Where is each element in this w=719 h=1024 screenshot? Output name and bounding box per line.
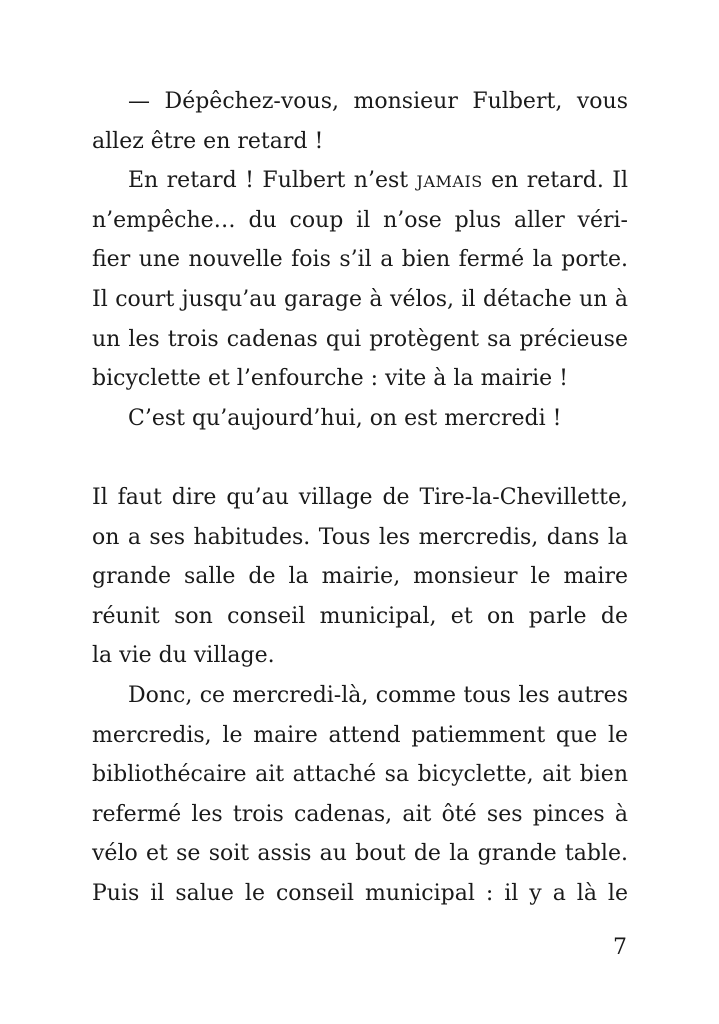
- text-segment: en retard. Il: [482, 168, 628, 194]
- text-line: fier une nouvelle fois s’il a bien fermé la porte.: [92, 247, 628, 273]
- section-break: [92, 438, 628, 478]
- paragraph: [92, 82, 628, 161]
- text-segment: En retard ! Fulbert n’est: [128, 168, 417, 194]
- text-line: n’empêche… du coup il n’ose plus aller véri-: [92, 207, 628, 233]
- text-line: refermé les trois cadenas, ait ôté ses pinces à: [92, 801, 628, 827]
- paragraph: [92, 399, 628, 439]
- text-line: Il court jusqu’au garage à vélos, il détache un à: [92, 286, 628, 312]
- text-line: la vie du village.: [92, 643, 275, 669]
- paragraph: [92, 161, 628, 399]
- text-line: Puis il salue le conseil municipal : il y a là le: [92, 880, 628, 906]
- text-line: grande salle de la mairie, monsieur le maire: [92, 564, 628, 590]
- text-line: réunit son conseil municipal, et on parle de: [92, 603, 628, 629]
- text-line: bibliothécaire ait attaché sa bicyclette, ait bien: [92, 762, 628, 788]
- text-line: bicyclette et l’enfourche : vite à la mairie !: [92, 366, 568, 392]
- text-line: [92, 161, 628, 201]
- text-line: on a ses habitudes. Tous les mercredis, dans la: [92, 524, 628, 550]
- text-line: — Dépêchez-vous, monsieur Fulbert, vous: [128, 89, 628, 114]
- text-line: un les trois cadenas qui protègent sa précieuse: [92, 326, 628, 352]
- paragraph: [92, 478, 628, 676]
- book-page-text: [92, 82, 628, 913]
- text-line: vélo et se soit assis au bout de la grande table.: [92, 841, 628, 867]
- paragraph: [92, 676, 628, 914]
- text-line: Donc, ce mercredi-là, comme tous les autres: [128, 682, 628, 708]
- text-line: mercredis, le maire attend patiemment que le: [92, 722, 628, 748]
- text-line: C’est qu’aujourd’hui, on est mercredi !: [128, 405, 562, 431]
- text-line: allez être en retard !: [92, 128, 324, 154]
- page-number: 7: [613, 935, 627, 960]
- text-line: Il faut dire qu’au village de Tire-la-Chevillette,: [92, 484, 628, 510]
- small-caps-word: JAMAIS: [416, 172, 483, 192]
